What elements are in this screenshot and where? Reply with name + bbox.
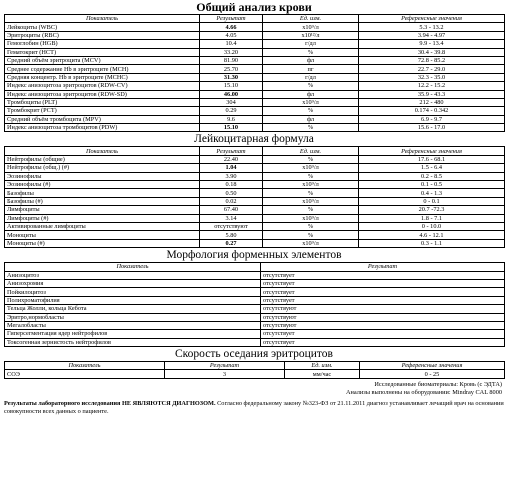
unit-cell: x10¹²/л [263, 31, 359, 39]
result-cell: 3 [165, 370, 285, 378]
result-cell: 1.04 [200, 164, 263, 172]
table-row [5, 31, 505, 39]
indicator-cell: Нейтрофилы (общ.) (#) [5, 164, 200, 172]
result-cell: 81.90 [200, 56, 263, 64]
unit-cell: % [263, 48, 359, 56]
table-row [5, 222, 505, 230]
unit-cell: x10⁹/л [263, 181, 359, 189]
table-row [5, 124, 505, 132]
col-header-indicator: Показатель [5, 362, 165, 370]
table-row [5, 82, 505, 90]
indicator-cell: Мегалобласты [5, 321, 261, 329]
reference-cell: 0 - 25 [360, 370, 505, 378]
col-header-indicator: Показатель [5, 15, 200, 23]
result-cell: 10.4 [200, 40, 263, 48]
col-header-indicator: Показатель [5, 263, 261, 271]
cbc-title: Общий анализ крови [196, 0, 312, 14]
diff-table [4, 146, 505, 248]
indicator-cell: Нейтрофилы (общие) [5, 155, 200, 163]
col-header-reference: Референсные значения [359, 147, 505, 155]
unit-cell: % [263, 231, 359, 239]
table-row [5, 65, 505, 73]
result-cell: отсутствует [261, 271, 505, 279]
reference-cell: 0 - 0.1 [359, 197, 505, 205]
table-row [5, 90, 505, 98]
reference-cell: 4.6 - 12.1 [359, 231, 505, 239]
reference-cell: 35.9 - 43.3 [359, 90, 505, 98]
indicator-cell: Токсогенная зернистость нейтрофилов [5, 338, 261, 346]
table-row [5, 271, 505, 279]
reference-cell: 0.3 - 1.1 [359, 239, 505, 247]
diff-header-row [5, 147, 505, 155]
indicator-cell: Гематокрит (HCT) [5, 48, 200, 56]
result-cell: отсутствует [261, 330, 505, 338]
unit-cell: % [263, 206, 359, 214]
esr-table [4, 361, 505, 379]
col-header-indicator: Показатель [5, 147, 200, 155]
morph-header-row [5, 263, 505, 271]
indicator-cell: Базофилы (#) [5, 197, 200, 205]
table-row [5, 288, 505, 296]
unit-cell: мм/час [285, 370, 360, 378]
indicator-cell: Эритроциты (RBC) [5, 31, 200, 39]
table-row [5, 98, 505, 106]
morph-table [4, 262, 505, 347]
result-cell: 0.27 [200, 239, 263, 247]
reference-cell: 5.3 - 13.2 [359, 23, 505, 31]
unit-cell: % [263, 107, 359, 115]
table-row [5, 189, 505, 197]
reference-cell: 30.4 - 39.8 [359, 48, 505, 56]
result-cell: отсутствуют [261, 305, 505, 313]
indicator-cell: Лимфоциты (#) [5, 214, 200, 222]
unit-cell: x10⁹/л [263, 239, 359, 247]
unit-cell: % [263, 222, 359, 230]
unit-cell: пг [263, 65, 359, 73]
reference-cell: 9.9 - 13.4 [359, 40, 505, 48]
reference-cell: 0.174 - 0.342 [359, 107, 505, 115]
table-row [5, 164, 505, 172]
cbc-rows [5, 23, 505, 132]
result-cell: 304 [200, 98, 263, 106]
col-header-unit: Ед. изм. [263, 15, 359, 23]
table-row [5, 370, 505, 378]
unit-cell: % [263, 189, 359, 197]
table-row [5, 321, 505, 329]
unit-cell: фл [263, 115, 359, 123]
result-cell: 0.18 [200, 181, 263, 189]
indicator-cell: Базофилы [5, 189, 200, 197]
reference-cell: 17.6 - 68.1 [359, 155, 505, 163]
reference-cell: 15.6 - 17.0 [359, 124, 505, 132]
morph-title: Морфология форменных элементов [166, 249, 342, 262]
indicator-cell: Средний объём тромбоцита (MPV) [5, 115, 200, 123]
indicator-cell: Моноциты [5, 231, 200, 239]
table-row [5, 107, 505, 115]
result-cell: 3.14 [200, 214, 263, 222]
result-cell: 4.66 [200, 23, 263, 31]
table-row [5, 23, 505, 31]
table-row [5, 330, 505, 338]
unit-cell: x10⁹/л [263, 214, 359, 222]
indicator-cell: Анизоцитоз [5, 271, 261, 279]
indicator-cell: Тельца Жолли, кольца Кебота [5, 305, 261, 313]
indicator-cell: СОЭ [5, 370, 165, 378]
disclaimer-text: Согласно федеральному закону №323-ФЗ от 21.11.2011 диагноз устанавливает лечащий врач на основании совокупности всех данных о пациенте. [4, 399, 504, 415]
reference-cell: 32.3 - 35.0 [359, 73, 505, 81]
unit-cell: % [263, 155, 359, 163]
table-row [5, 305, 505, 313]
indicator-cell: Индекс анизоцитоза эритроцитов (RDW-CV) [5, 82, 200, 90]
col-header-unit: Ед. изм. [263, 147, 359, 155]
table-row [5, 338, 505, 346]
table-row [5, 206, 505, 214]
indicator-cell: Лейкоциты (WBC) [5, 23, 200, 31]
result-cell: 33.20 [200, 48, 263, 56]
reference-cell: 0.2 - 8.5 [359, 172, 505, 180]
table-row [5, 115, 505, 123]
reference-cell: 1.5 - 6.4 [359, 164, 505, 172]
indicator-cell: Индекс анизоцитоза тромбоцитов (PDW) [5, 124, 200, 132]
indicator-cell: Анизохромия [5, 279, 261, 287]
table-row [5, 313, 505, 321]
indicator-cell: Тромбокрит (PCT) [5, 107, 200, 115]
unit-cell: % [263, 124, 359, 132]
esr-title: Скорость оседания эритроцитов [175, 348, 333, 361]
indicator-cell: Гиперсегментация ядер нейтрофилов [5, 330, 261, 338]
unit-cell: г/дл [263, 73, 359, 81]
unit-cell: x10⁹/л [263, 23, 359, 31]
result-cell: отсутствует [261, 279, 505, 287]
morph-rows [5, 271, 505, 347]
diff-rows [5, 155, 505, 247]
col-header-reference: Референсные значения [360, 362, 505, 370]
indicator-cell: Эритро,нормобласты [5, 313, 261, 321]
indicator-cell: Полихроматофилия [5, 296, 261, 304]
unit-cell: фл [263, 56, 359, 64]
indicator-cell: Средняя концентр. Hb в эритроците (MCHC) [5, 73, 200, 81]
result-cell: 4.05 [200, 31, 263, 39]
result-cell: 67.40 [200, 206, 263, 214]
table-row [5, 214, 505, 222]
table-row [5, 279, 505, 287]
esr-rows [5, 370, 505, 378]
reference-cell: 6.9 - 9.7 [359, 115, 505, 123]
result-cell: отсутствуют [261, 313, 505, 321]
reference-cell: 1.8 - 7.1 [359, 214, 505, 222]
disclaimer [4, 400, 504, 416]
biomaterial-note: Исследованные биоматериалы: Кровь (с ЭДТА) [374, 380, 502, 388]
table-row [5, 231, 505, 239]
result-cell: 25.70 [200, 65, 263, 73]
result-cell: 0.02 [200, 197, 263, 205]
result-cell: отсутствует [261, 288, 505, 296]
unit-cell: x10⁹/л [263, 98, 359, 106]
result-cell: отсутствует [261, 296, 505, 304]
result-cell: 15.10 [200, 82, 263, 90]
table-row [5, 296, 505, 304]
table-row [5, 197, 505, 205]
unit-cell: фл [263, 90, 359, 98]
reference-cell: 3.94 - 4.97 [359, 31, 505, 39]
result-cell: 15.10 [200, 124, 263, 132]
result-cell: 0.50 [200, 189, 263, 197]
unit-cell: % [263, 82, 359, 90]
indicator-cell: Моноциты (#) [5, 239, 200, 247]
col-header-result: Результат [200, 147, 263, 155]
indicator-cell: Индекс анизоцитоза эритроцитов (RDW-SD) [5, 90, 200, 98]
table-row [5, 172, 505, 180]
result-cell: 5.80 [200, 231, 263, 239]
disclaimer-bold: Результаты лабораторного исследования НЕ ЯВЛЯЮТСЯ ДИАГНОЗОМ. [4, 399, 216, 407]
indicator-cell: Тромбоциты (PLT) [5, 98, 200, 106]
unit-cell: % [263, 172, 359, 180]
unit-cell: x10⁹/л [263, 164, 359, 172]
col-header-result: Результат [165, 362, 285, 370]
indicator-cell: Пойкилоцитоз [5, 288, 261, 296]
table-row [5, 181, 505, 189]
reference-cell: 0.4 - 1.3 [359, 189, 505, 197]
result-cell: 31.30 [200, 73, 263, 81]
table-row [5, 40, 505, 48]
indicator-cell: Гемоглобин (HGB) [5, 40, 200, 48]
indicator-cell: Эозинофилы [5, 172, 200, 180]
equipment-note: Анализы выполнены на оборудовании: Mindray CAL 8000 [345, 388, 502, 396]
cbc-table [4, 14, 505, 132]
reference-cell: 72.8 - 85.2 [359, 56, 505, 64]
cbc-header-row [5, 15, 505, 23]
result-cell: 9.6 [200, 115, 263, 123]
result-cell: 3.90 [200, 172, 263, 180]
table-row [5, 73, 505, 81]
indicator-cell: Средний объём эритроцита (MCV) [5, 56, 200, 64]
col-header-result: Результат [200, 15, 263, 23]
indicator-cell: Активированные лимфоциты [5, 222, 200, 230]
lab-report [4, 0, 504, 416]
unit-cell: x10⁹/л [263, 197, 359, 205]
col-header-unit: Ед. изм. [285, 362, 360, 370]
result-cell: 0.29 [200, 107, 263, 115]
indicator-cell: Лимфоциты [5, 206, 200, 214]
col-header-result: Результат [261, 263, 505, 271]
esr-header-row [5, 362, 505, 370]
indicator-cell: Среднее содержание Hb в эритроците (MCH) [5, 65, 200, 73]
unit-cell: г/дл [263, 40, 359, 48]
result-cell: отсутствует [261, 338, 505, 346]
indicator-cell: Эозинофилы (#) [5, 181, 200, 189]
result-cell: отсутствуют [200, 222, 263, 230]
result-cell: отсутствуют [261, 321, 505, 329]
reference-cell: 0.1 - 0.5 [359, 181, 505, 189]
col-header-reference: Референсные значения [359, 15, 505, 23]
table-row [5, 239, 505, 247]
result-cell: 22.40 [200, 155, 263, 163]
diff-title: Лейкоцитарная формула [194, 133, 314, 146]
reference-cell: 0 - 10.0 [359, 222, 505, 230]
table-row [5, 155, 505, 163]
table-row [5, 56, 505, 64]
reference-cell: 20.7 -72.3 [359, 206, 505, 214]
result-cell: 46.00 [200, 90, 263, 98]
reference-cell: 22.7 - 29.0 [359, 65, 505, 73]
reference-cell: 212 - 480 [359, 98, 505, 106]
reference-cell: 12.2 - 15.2 [359, 82, 505, 90]
table-row [5, 48, 505, 56]
